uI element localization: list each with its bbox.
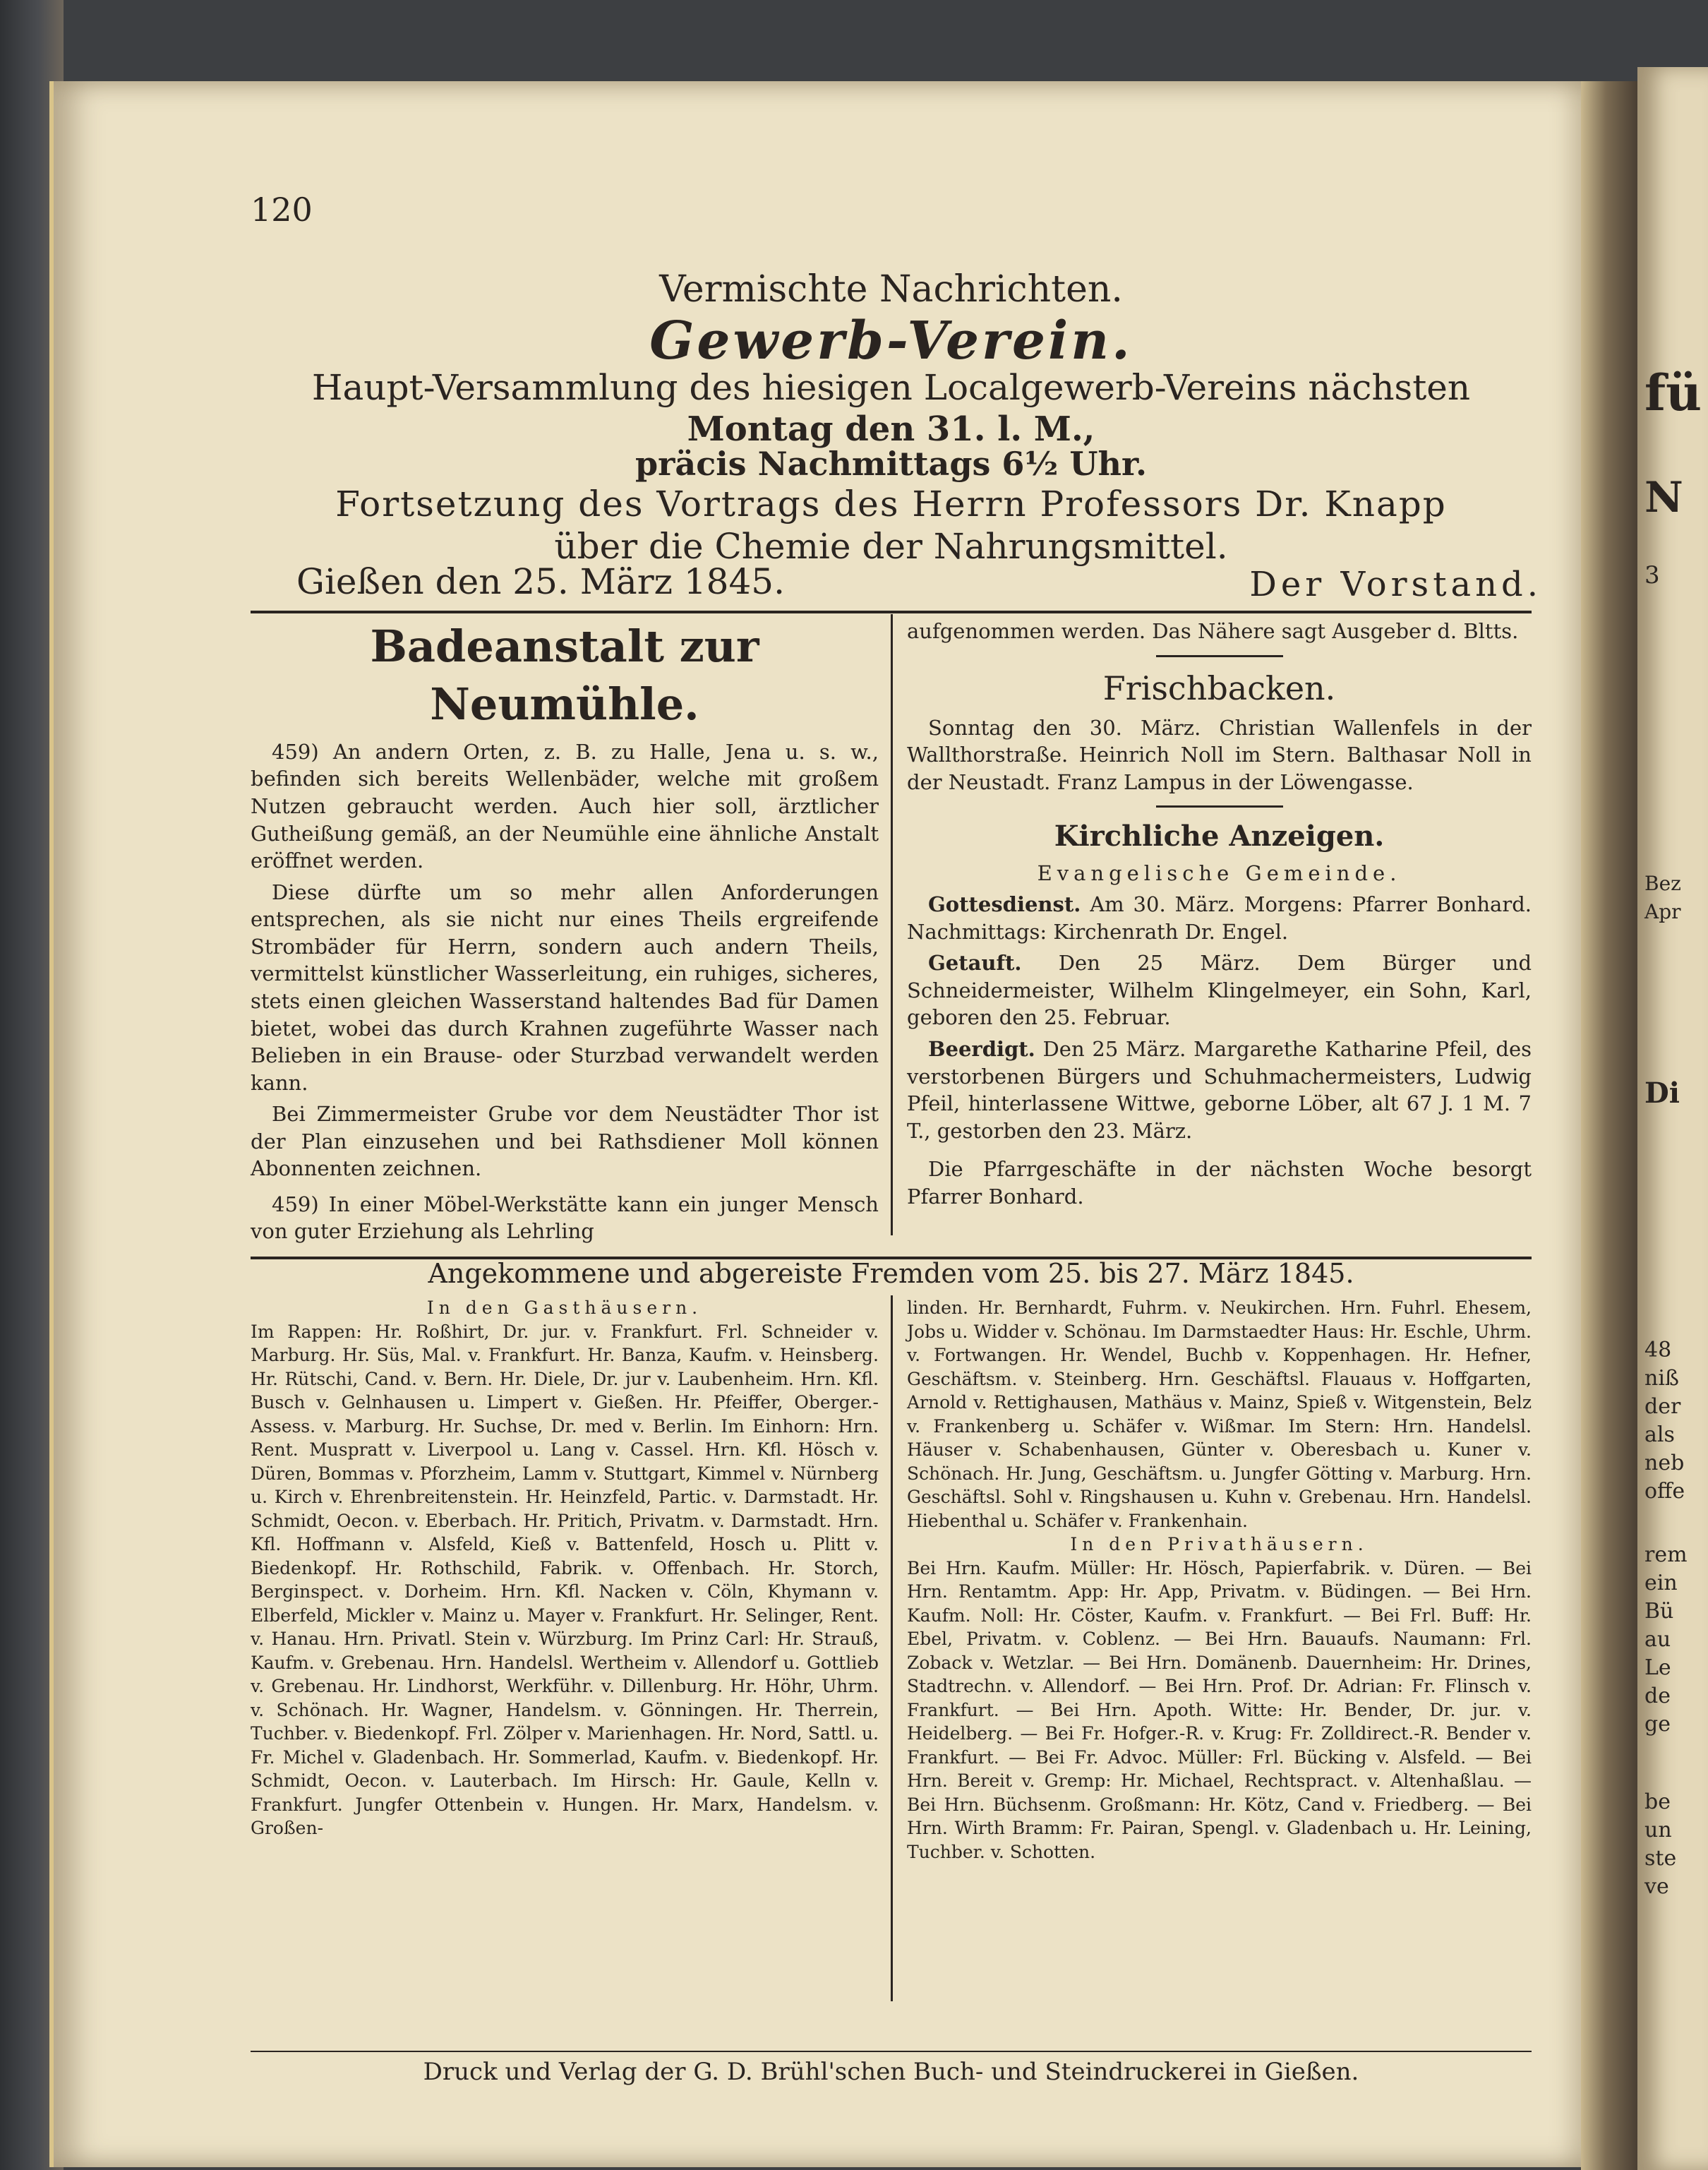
page-gutter — [1581, 81, 1637, 2170]
assembly-time: präcis Nachmittags 6½ Uhr. — [635, 445, 1148, 483]
bath-paragraph-2: Diese dürfte um so mehr allen Anforderungen entsprechen, als sie nicht nur eines Theils ergreifende Strombäder für Herrn, sondern auch andern Theils, vermittelst künstlicher Wasserleitung, ein ruhiges, sicheres, stets einen gleichen Wasserstand haltendes Bad für Damen bietet, wobei das durch Krahnen zugeführte Wasser nach Belieben in ein Brause- oder Sturzbad verwandelt werden kann. — [251, 880, 879, 1095]
fragment: Le — [1644, 1655, 1671, 1680]
fragment: ein — [1644, 1571, 1678, 1595]
fragment: 48 — [1644, 1338, 1672, 1362]
fragment: N — [1644, 473, 1683, 522]
arrivals-left — [251, 1296, 879, 1840]
fragment: un — [1644, 1818, 1672, 1842]
apprentice-notice: 459) In einer Möbel-Werkstätte kann ein junger Mensch von guter Erziehung als Lehrling — [251, 1192, 879, 1244]
society-heading: Gewerb-Verein. — [649, 311, 1133, 371]
inns-list-continued: linden. Hr. Bernhardt, Fuhrm. v. Neukirchen. Hrn. Fuhrl. Ehesem, Jobs u. Widder v. Schönau. Im Darmstaedter Haus: Hr. Eschle, Uhrm. v. Fortwangen. Hr. Wendel, Buchb v. Koppenhagen. Hr. Hefner, Geschäftsm. v. Steinberg. Hrn. Geschäftsl. Flauaus v. Hoffgarten, Arnold v. Rettighausen, Mathäus v. Mainz, Spieß v. Witgenstein, Belz v. Frankenberg u. Schäfer v. Wißmar. Im Stern: Hrn. Handelsl. Häuser v. Schabenhausen, Günter v. Oberesbach u. Kuner v. Schönach. Hr. Jung, Geschäftsm. u. Jungfer Götting v. Marburg. Hrn. Geschäftsl. Sohl v. Ringshausen u. Kuhn v. Grebenau. Hrn. Handelsl. Hiebenthal u. Schäfer v. Frankenhain. — [907, 1297, 1532, 1531]
fragment: der — [1644, 1394, 1681, 1419]
next-page-edge — [1637, 67, 1708, 2170]
header-rule — [251, 611, 1532, 613]
inns-subtitle: In den Gasthäusern. — [426, 1297, 703, 1318]
page-number: 120 — [251, 191, 313, 229]
fragment: neb — [1644, 1451, 1685, 1475]
fragment: 3 — [1644, 561, 1660, 589]
fragment: Bez — [1644, 872, 1681, 895]
private-houses-list: Bei Hrn. Kaufm. Müller: Hr. Hösch, Papierfabrik. v. Düren. — Bei Hrn. Rentamtm. App: Hr. App, Privatm. v. Büdingen. — Bei Hrn. Kaufm. Noll: Hr. Cöster, Kaufm. v. Frankfurt. — Bei Frl. Buff: Hr. Ebel, Privatm. v. Coblenz. — Bei Hrn. Bauaufs. Naumann: Frl. Zoback v. Wetzlar. — Bei Hrn. Domänenb. Dauernheim: Hr. Drines, Stadtrechn. v. Allendorf. — Bei Hrn. Prof. Dr. Adrian: Fr. Flinsch v. Frankfurt. — Bei Hrn. Apoth. Witte: Hr. Bender, Dr. jur. v. Heidelberg. — Bei Fr. Hofger.-R. v. Krug: Fr. Zolldirect.-R. Bender v. Frankfurt. — Bei Fr. Advoc. Müller: Frl. Bücking v. Alsfeld. — Bei Hrn. Bereit v. Gremp: Hr. Michael, Rechtspract. v. Altenhaßlau. — Bei Hrn. Büchsenm. Großmann: Hr. Kötz, Cand v. Friedberg. — Bei Hrn. Wirth Bramm: Fr. Pairan, Spengl. v. Gladenbach u. Hr. Leining, Tuchber. v. Schotten. — [907, 1557, 1532, 1862]
right-column — [907, 618, 1532, 1214]
bakers-title: Frischbacken. — [1102, 669, 1336, 707]
assembly-line: Haupt-Versammlung des hiesigen Localgewerb-Vereins nächsten — [311, 367, 1471, 408]
fragment: au — [1644, 1627, 1671, 1652]
fragment: be — [1644, 1790, 1671, 1814]
arrivals-right — [907, 1296, 1532, 1864]
fragment: niß — [1644, 1366, 1679, 1391]
lecture-line: Fortsetzung des Vortrags des Herrn Professors Dr. Knapp — [335, 484, 1447, 524]
bath-paragraph-1: 459) An andern Orten, z. B. zu Halle, Jena u. s. w., befinden sich bereits Wellenbäder, welche mit großem Nutzen gebraucht werden. Auch hier soll, ärztlicher Gutheißung gemäß, an der Neumühle eine ähnliche Anstalt eröffnet werden. — [251, 739, 879, 873]
fragment: fü — [1644, 364, 1702, 422]
divider — [1156, 655, 1283, 657]
fragment: Apr — [1644, 900, 1681, 923]
place-date: Gießen den 25. März 1845. — [296, 561, 785, 602]
baptized-text: Den 25 März. Dem Bürger und Schneidermeister, Wilhelm Klingelmeyer, ein Sohn, Karl, geboren den 25. Februar. — [907, 951, 1532, 1030]
service-text: Am 30. März. Morgens: Pfarrer Bonhard. Nachmittags: Kirchenrath Dr. Engel. — [907, 892, 1532, 944]
divider — [1156, 805, 1283, 808]
bakers-text: Sonntag den 30. März. Christian Wallenfels in der Wallthorstraße. Heinrich Noll im Stern. Balthasar Noll in der Neustadt. Franz Lampus in der Löwengasse. — [907, 715, 1532, 794]
pastor-note: Die Pfarrgeschäfte in der nächsten Woche besorgt Pfarrer Bonhard. — [907, 1157, 1532, 1209]
service-label: Gottesdienst. — [928, 892, 1081, 917]
fragment: de — [1644, 1684, 1671, 1708]
fragment: ge — [1644, 1712, 1671, 1737]
apprentice-continued: aufgenommen werden. Das Nähere sagt Ausgeber d. Bltts. — [907, 619, 1519, 643]
section-heading: Vermischte Nachrichten. — [659, 268, 1123, 311]
fragment: ste — [1644, 1846, 1677, 1871]
arrivals-divider — [891, 1295, 893, 2001]
fragment: Di — [1644, 1077, 1680, 1110]
inns-list: Im Rappen: Hr. Roßhirt, Dr. jur. v. Frankfurt. Frl. Schneider v. Marburg. Hr. Süs, Mal. v. Frankfurt. Hr. Banza, Kaufm. v. Heinsberg. Hr. Rütschi, Cand. v. Bern. Hr. Diele, Dr. jur v. Laubenheim. Hrn. Kfl. Busch v. Gelnhausen u. Limpert v. Gießen. Hr. Pfeiffer, Oberger.-Assess. v. Marburg. Hr. Suchse, Dr. med v. Berlin. Im Einhorn: Hrn. Rent. Muspratt v. Liverpool u. Lang v. Cassel. Hrn. Kfl. Hösch v. Düren, Bommas v. Pforzheim, Lamm v. Stuttgart, Kimmel v. Nürnberg u. Kirch v. Ehrenbreitenstein. Hr. Heinzfeld, Partic. v. Darmstadt. Hr. Schmidt, Oecon. v. Eberbach. Hr. Pritich, Privatm. v. Darmstadt. Hrn. Kfl. Hoffmann v. Alsfeld, Kieß v. Battenfeld, Hosch u. Plitt v. Biedenkopf. Hr. Rothschild, Fabrik. v. Offenbach. Hr. Storch, Berginspect. v. Dorheim. Hrn. Kfl. Nacken v. Cöln, Khymann v. Elberfeld, Mickler v. Mainz u. Mayer v. Frankfurt. Hr. Selinger, Rent. v. Hanau. Hrn. Privatl. Stein v. Würzburg. Im Prinz Carl: Hr. Strauß, Kaufm. v. Grebenau. Hrn. Handelsl. Wertheim v. Allendorf u. Gottlieb v. Grebenau. Hr. Lindhorst, Werkführ. v. Dillenburg. Hr. Höhr, Uhrm. v. Schönach. Hr. Wagner, Handelsm. v. Gönningen. Hr. Therrein, Tuchber. v. Biedenkopf. Frl. Zölper v. Marienhagen. Hr. Nord, Sattl. u. Fr. Michel v. Gladenbach. Hr. Sommerlad, Kaufm. v. Biedenkopf. Hr. Schmidt, Oecon. v. Lauterbach. Im Hirsch: Hr. Gaule, Kelln v. Frankfurt. Jungfer Ottenbein v. Hungen. Hr. Marx, Handelsm. v. Großen- — [251, 1321, 879, 1838]
lecture-topic: über die Chemie der Nahrungsmittel. — [554, 526, 1228, 567]
fragment: Bü — [1644, 1599, 1674, 1624]
assembly-day: Montag den 31. l. M., — [687, 409, 1095, 449]
fragment: offe — [1644, 1479, 1685, 1504]
baptized-label: Getauft. — [928, 951, 1022, 976]
footer-rule — [251, 2051, 1532, 2052]
bath-paragraph-3: Bei Zimmermeister Grube vor dem Neustädter Thor ist der Plan einzusehen und bei Rathsdiener Moll können Abonnenten zeichnen. — [251, 1102, 879, 1181]
fragment: rem — [1644, 1542, 1688, 1567]
church-title: Kirchliche Anzeigen. — [1054, 820, 1385, 853]
imprint: Druck und Verlag der G. D. Brühl'schen Buch- und Steindruckerei in Gießen. — [423, 2058, 1359, 2086]
fragment: ve — [1644, 1874, 1669, 1899]
private-houses-subtitle: In den Privathäusern. — [1070, 1534, 1369, 1554]
board-signature: Der Vorstand. — [1249, 565, 1542, 604]
buried-text: Den 25 März. Margarethe Katharine Pfeil, des verstorbenen Bürgers und Schuhmachermeisters, Ludwig Pfeil, hinterlassene Wittwe, geborne Löber, alt 67 J. 1 M. 7 T., gestorben den 23. März. — [907, 1036, 1532, 1143]
left-column — [251, 618, 879, 1249]
church-subtitle: Evangelische Gemeinde. — [1037, 861, 1402, 885]
fragment: als — [1644, 1422, 1675, 1447]
arrivals-title: Angekommene und abgereiste Fremden vom 25. bis 27. März 1845. — [428, 1258, 1354, 1289]
column-divider — [891, 614, 893, 1235]
buried-label: Beerdigt. — [928, 1036, 1035, 1061]
bath-title: Badeanstalt zur Neumühle. — [370, 621, 759, 731]
